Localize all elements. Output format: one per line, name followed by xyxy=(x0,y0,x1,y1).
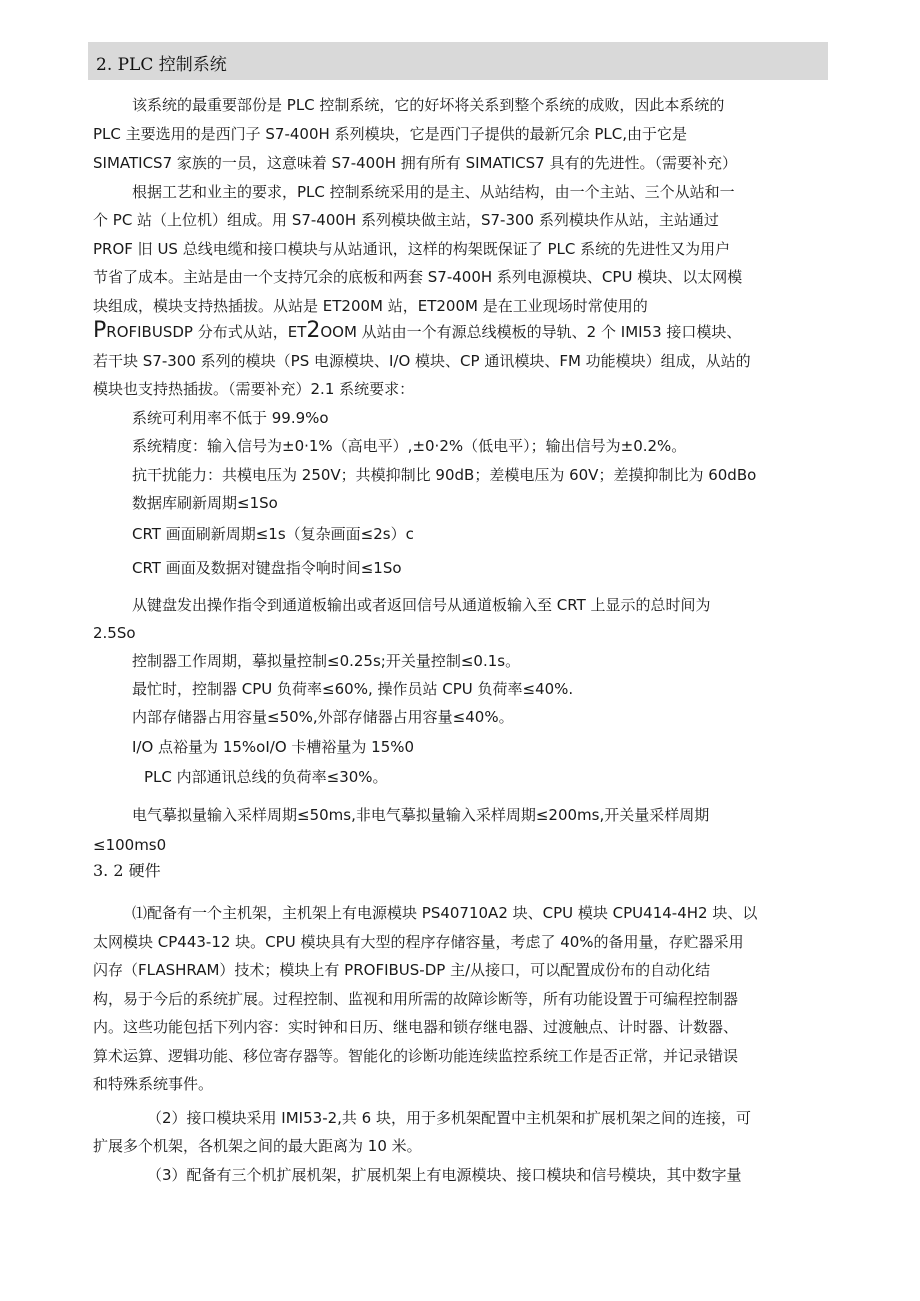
requirement-line: 系统精度：输入信号为±0·1%（高电平）,±0·2%（低电平）；输出信号为±0.2%。 xyxy=(132,437,687,455)
paragraph-line: PLC 主要选用的是西门子 S7-400H 系列模块，它是西门子提供的最新冗余 PLC,由于它是 xyxy=(93,125,687,143)
requirement-line: 控制器工作周期，摹拟量控制≤0.25s;开关量控制≤0.1s。 xyxy=(132,652,521,670)
section-2-heading: 2. PLC 控制系统 xyxy=(96,55,227,75)
paragraph-line: 太网模块 CP443-12 块。CPU 模块具有大型的程序存储容量，考虑了 40%的备用量，存贮器采用 xyxy=(93,933,744,951)
oversized-digit: 2 xyxy=(306,318,321,343)
requirement-line: 系统可利用率不低于 99.9%o xyxy=(132,409,329,427)
paragraph-text: OOM 从站由一个有源总线模板的导轨、2 个 IMI53 接口模块、 xyxy=(320,323,742,341)
paragraph-line: 构，易于今后的系统扩展。过程控制、监视和用所需的故障诊断等，所有功能设置于可编程控制器 xyxy=(93,990,739,1008)
paragraph-line: SIMATICS7 家族的一员，这意味着 S7-400H 拥有所有 SIMATICS7 具有的先进性。（需要补充） xyxy=(93,154,737,172)
requirement-line: I/O 点裕量为 15%oI/O 卡槽裕量为 15%0 xyxy=(132,738,415,756)
section-heading-bar xyxy=(88,42,828,80)
paragraph-line: 根据工艺和业主的要求，PLC 控制系统采用的是主、从站结构，由一个主站、三个从站和一 xyxy=(132,183,735,201)
paragraph-line: 若干块 S7-300 系列的模块（PS 电源模块、I/O 模块、CP 通讯模块、FM 功能模块）组成，从站的 xyxy=(93,352,751,370)
paragraph-line: 和特殊系统事件。 xyxy=(93,1075,214,1093)
requirement-line: CRT 画面刷新周期≤1s（复杂画面≤2s）c xyxy=(132,525,414,543)
requirement-line: 数据库刷新周期≤1So xyxy=(132,494,278,512)
requirement-line: ≤100ms0 xyxy=(93,836,167,854)
section-3-heading: 3. 2 硬件 xyxy=(93,861,161,880)
requirement-line: 电气摹拟量输入采样周期≤50ms,非电气摹拟量输入采样周期≤200ms,开关量采样周期 xyxy=(132,806,710,824)
requirement-line: 2.5So xyxy=(93,624,136,642)
requirement-line: 最忙时，控制器 CPU 负荷率≤60%, 操作员站 CPU 负荷率≤40%. xyxy=(132,680,574,698)
paragraph-line: 扩展多个机架，各机架之间的最大距离为 10 米。 xyxy=(93,1137,422,1155)
paragraph-line: 算术运算、逻辑功能、移位寄存器等。智能化的诊断功能连续监控系统工作是否正常，并记录错误 xyxy=(93,1047,739,1065)
oversized-letter: P xyxy=(93,318,107,343)
paragraph-line: 节省了成本。主站是由一个支持冗余的底板和两套 S7-400H 系列电源模块、CPU 模块、以太网模 xyxy=(93,268,743,286)
paragraph-line: （2）接口模块采用 IMI53-2,共 6 块，用于多机架配置中主机架和扩展机架之间的连接，可 xyxy=(147,1109,751,1127)
paragraph-line: 模块也支持热插拔。（需要补充）2.1 系统要求： xyxy=(93,380,415,398)
paragraph-line: 个 PC 站（上位机）组成。用 S7-400H 系列模块做主站，S7-300 系列模块作从站，主站通过 xyxy=(93,211,719,229)
requirement-line: 从键盘发出操作指令到通道板输出或者返回信号从通道板输入至 CRT 上显示的总时间为 xyxy=(132,596,711,614)
paragraph-line: 块组成，模块支持热插拔。从站是 ET200M 站，ET200M 是在工业现场时常使用的 xyxy=(93,297,648,315)
requirement-line: PLC 内部通讯总线的负荷率≤30%。 xyxy=(144,768,388,786)
paragraph-line: 该系统的最重要部份是 PLC 控制系统，它的好坏将关系到整个系统的成败，因此本系统的 xyxy=(132,96,725,114)
paragraph-line: 内。这些功能包括下列内容：实时钟和日历、继电器和锁存继电器、过渡触点、计时器、计数器、 xyxy=(93,1018,739,1036)
paragraph-line: （3）配备有三个机扩展机架，扩展机架上有电源模块、接口模块和信号模块，其中数字量 xyxy=(147,1166,742,1184)
paragraph-line: PROF 旧 US 总线电缆和接口模块与从站通讯，这样的构架既保证了 PLC 系统的先进性又为用户 xyxy=(93,240,731,258)
requirement-line: 内部存储器占用容量≤50%,外部存储器占用容量≤40%。 xyxy=(132,708,514,726)
paragraph-text: ROFIBUSDP 分布式从站，ET xyxy=(106,323,307,341)
paragraph-line: ⑴配备有一个主机架，主机架上有电源模块 PS40710A2 块、CPU 模块 CPU414-4H2 块、以 xyxy=(132,904,758,922)
requirement-line: 抗干扰能力：共模电压为 250V；共模抑制比 90dB；差模电压为 60V；差摸抑制比为 60dBo xyxy=(132,466,757,484)
paragraph-line: 闪存（FLASHRAM）技术；模块上有 PROFIBUS-DP 主/从接口，可以配置成份布的自动化结 xyxy=(93,961,711,979)
requirement-line: CRT 画面及数据对键盘指令响时间≤1So xyxy=(132,559,402,577)
paragraph-line-mixed xyxy=(93,318,742,343)
